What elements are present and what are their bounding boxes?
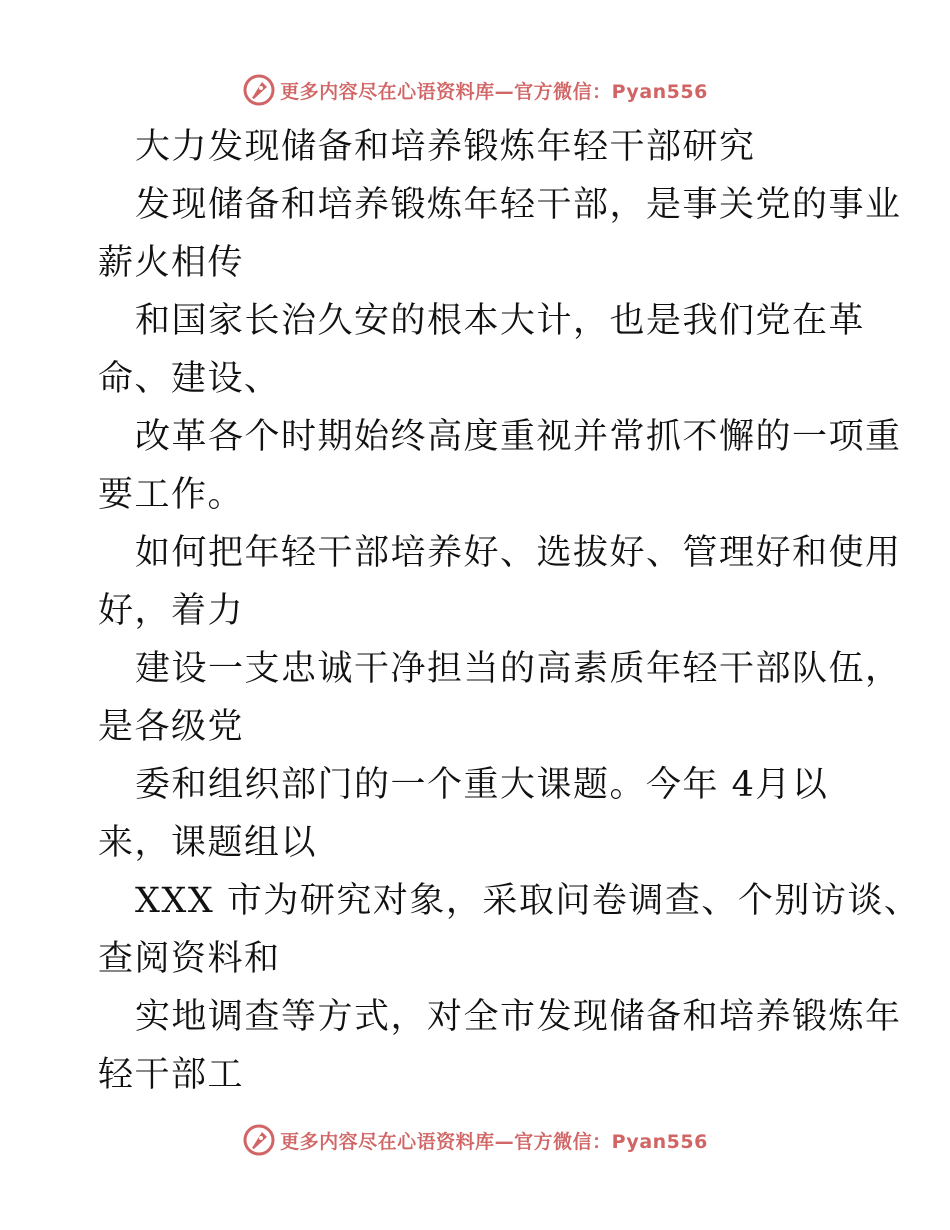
text-line: XXX 市为研究对象，采取问卷调查、个别访谈、 xyxy=(135,881,921,921)
text-line: 查阅资料和 xyxy=(98,939,281,979)
text-line: 建设一支忠诚干净担当的高素质年轻干部队伍， xyxy=(135,649,902,689)
text-line: 实地调查等方式，对全市发现储备和培养锻炼年 xyxy=(135,997,902,1037)
text-line: 要工作。 xyxy=(98,475,245,515)
watermark-text: 更多内容尽在心语资料库—官方微信：Pyan556 xyxy=(280,80,708,103)
text-line: 和国家长治久安的根本大计，也是我们党在革 xyxy=(135,301,866,341)
pen-nib-logo-icon xyxy=(242,73,276,107)
text-line: 改革各个时期始终高度重视并常抓不懈的一项重 xyxy=(135,417,902,457)
text-line: 薪火相传 xyxy=(98,243,245,283)
text-line: 委和组织部门的一个重大课题。今年 4月以 xyxy=(135,765,829,805)
text-line: 好，着力 xyxy=(98,591,245,631)
text-line: 轻干部工 xyxy=(98,1055,245,1095)
watermark-text: 更多内容尽在心语资料库—官方微信：Pyan556 xyxy=(280,1130,708,1153)
pen-nib-logo-icon xyxy=(242,1123,276,1157)
footer-watermark xyxy=(0,1120,950,1160)
text-line: 命、建设、 xyxy=(98,359,281,399)
document-title: 大力发现储备和培养锻炼年轻干部研究 xyxy=(135,127,756,167)
text-line: 是各级党 xyxy=(98,707,245,747)
text-line: 如何把年轻干部培养好、选拔好、管理好和使用 xyxy=(135,533,902,573)
text-line: 发现储备和培养锻炼年轻干部，是事关党的事业 xyxy=(135,185,902,225)
text-line: 来，课题组以 xyxy=(98,823,318,863)
header-watermark xyxy=(0,70,950,110)
